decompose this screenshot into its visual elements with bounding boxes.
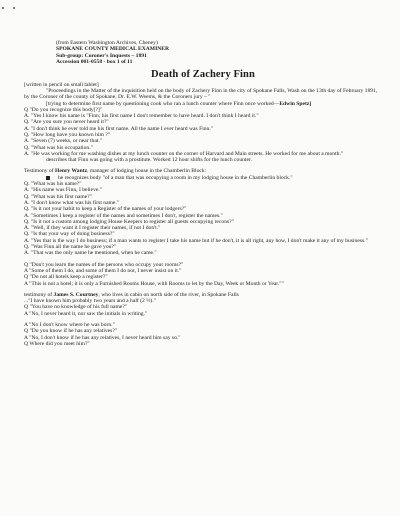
qa-line: A "No I don't know where he was born." (24, 322, 115, 329)
qa-line: Q "Do you know if he has any relatives?" (24, 328, 118, 335)
qa-line: Q. "Are you sure you never heard it?" (24, 119, 109, 126)
qa-line: Q. "Is that your way of doing business?" (24, 231, 115, 238)
qa-line: A. "I don't know what was his first name." (24, 199, 120, 206)
qa-line: Q. "Is it not a custom among lodging House Keepers to register all guests occupying recons?" (24, 218, 234, 225)
qa-line: Q "Don't you learn the names of the persons who occupy your rooms?" (24, 261, 184, 268)
testimony-line: ..."I have known him probably two years and a half (2 ½)." (24, 298, 156, 305)
header-source: (from Eastern Washington Archives, Cheney) (56, 40, 158, 46)
qa-line: A "No, I don't know if he has any relatives, I never heard him say so." (24, 334, 181, 341)
bullet-square-icon (46, 176, 50, 180)
witness-intro: Testimony of Henry Wantz, manager of lodging house in the Chamberlin Block: (24, 168, 207, 175)
qa-line: A "Some of them I do, and some of them I do not, I never insist on it." (24, 267, 182, 274)
qa-line: A "No, I never heard it, nor saw the initials in writing." (24, 310, 148, 317)
qa-line: Q. "Is it not your habit to keep a Register of the names of your lodgers?" (24, 206, 187, 213)
scan-speck (13, 7, 15, 9)
qa-line: A. "I don't think he ever told me his first name. All the name I ever heard was Finn." (24, 125, 214, 132)
qa-line: A. "His name was Finn, I believe." (24, 187, 103, 194)
bullet-item: he recognizes body "of a man that was occupying a room in my lodging house in the Chamberlin block." (24, 175, 382, 181)
pencil-note: [written in pencil on small tablet] (24, 81, 99, 88)
witness-intro: testimony of James S. Courtney, who lives in cabin on north side of the river, in Spokane Falls (24, 291, 239, 298)
header-subgroup: Sub-group: Coroner's Inquests – 1891 (56, 52, 147, 59)
qa-line: Q "Do you recognize this body[?]" (24, 106, 103, 113)
qa-line: A. "Well, if they want it I register their names, if not I don't." (24, 225, 161, 232)
qa-line: A. "Yes I know his name is "Finn; his first name I don't remember to have heard. I don't think I heard it." (24, 113, 259, 120)
proceedings-paragraph: "Proceedings in the Matter of the inquisition held on the body of Zachery Finn in the city of Spokane Falls, Wash on the 13th day of February 1891, by the Coroner of the county of Spokane, Dr. E.W. Weems, & the Coroners jury – " (24, 87, 378, 101)
qa-line: A. "Seven (7) weeks, or near that." (24, 138, 103, 145)
qa-line: A. "Sometimes I keep a register of the names and sometimes I don't, register the names." (24, 212, 223, 219)
document-body (24, 82, 382, 348)
qa-line: Q. "What was his name?" (24, 181, 82, 188)
header-agency: SPOKANE COUNTY MEDICAL EXAMINER (56, 46, 170, 53)
qa-line: Q. "Was Finn all the name he gave you?" (24, 244, 117, 251)
header-accession: Accession 001-0558 - box 1 of 11 (56, 59, 133, 66)
wantz-testimony (24, 168, 382, 256)
scan-speck (2, 7, 4, 9)
qa-line: Q. "What was his first name?" (24, 193, 92, 200)
qa-line: A. "He was working for me washing dishes at my lunch counter on the corner of Harvard and Main streets. He worked for me about a month." (24, 150, 344, 157)
wantz-testimony-continued (24, 262, 382, 287)
qa-line: Q "You have no knowledge of his full name?" (24, 304, 128, 311)
qa-line: A "This is not a hotel; it is only a Furnished Rooms House, with Rooms to let by the Day, Week or Month or Year."" (24, 280, 284, 287)
summary-line: describes that Finn was going with a prostitute. Worked 12 hour shifts for the lunch counter. (46, 157, 252, 164)
qa-line: A. "That was the only name he mentioned, when he came." (24, 250, 157, 257)
qa-line: Q. "What was his occupation." (24, 144, 93, 151)
qa-line: A. "Yes that is the way I do business; if a man wants to register I take his name but if he don't, it is all right, any how, I don't make it any of my business." (24, 237, 368, 244)
courtney-testimony (24, 292, 382, 347)
qa-line: Q "Do not all hotels keep a register?" (24, 274, 108, 281)
qa-line: Q Where did you meet him?" (24, 340, 90, 347)
spetz-testimony (24, 107, 382, 164)
archive-header (56, 40, 382, 66)
bracket-note: [trying to determine first name by questioning cook who ran a lunch counter where Finn once worked—Edwin Spetz] (46, 100, 312, 107)
qa-line: Q. "How long have you known him ?" (24, 132, 110, 138)
document-title: Death of Zachery Finn (151, 68, 255, 80)
